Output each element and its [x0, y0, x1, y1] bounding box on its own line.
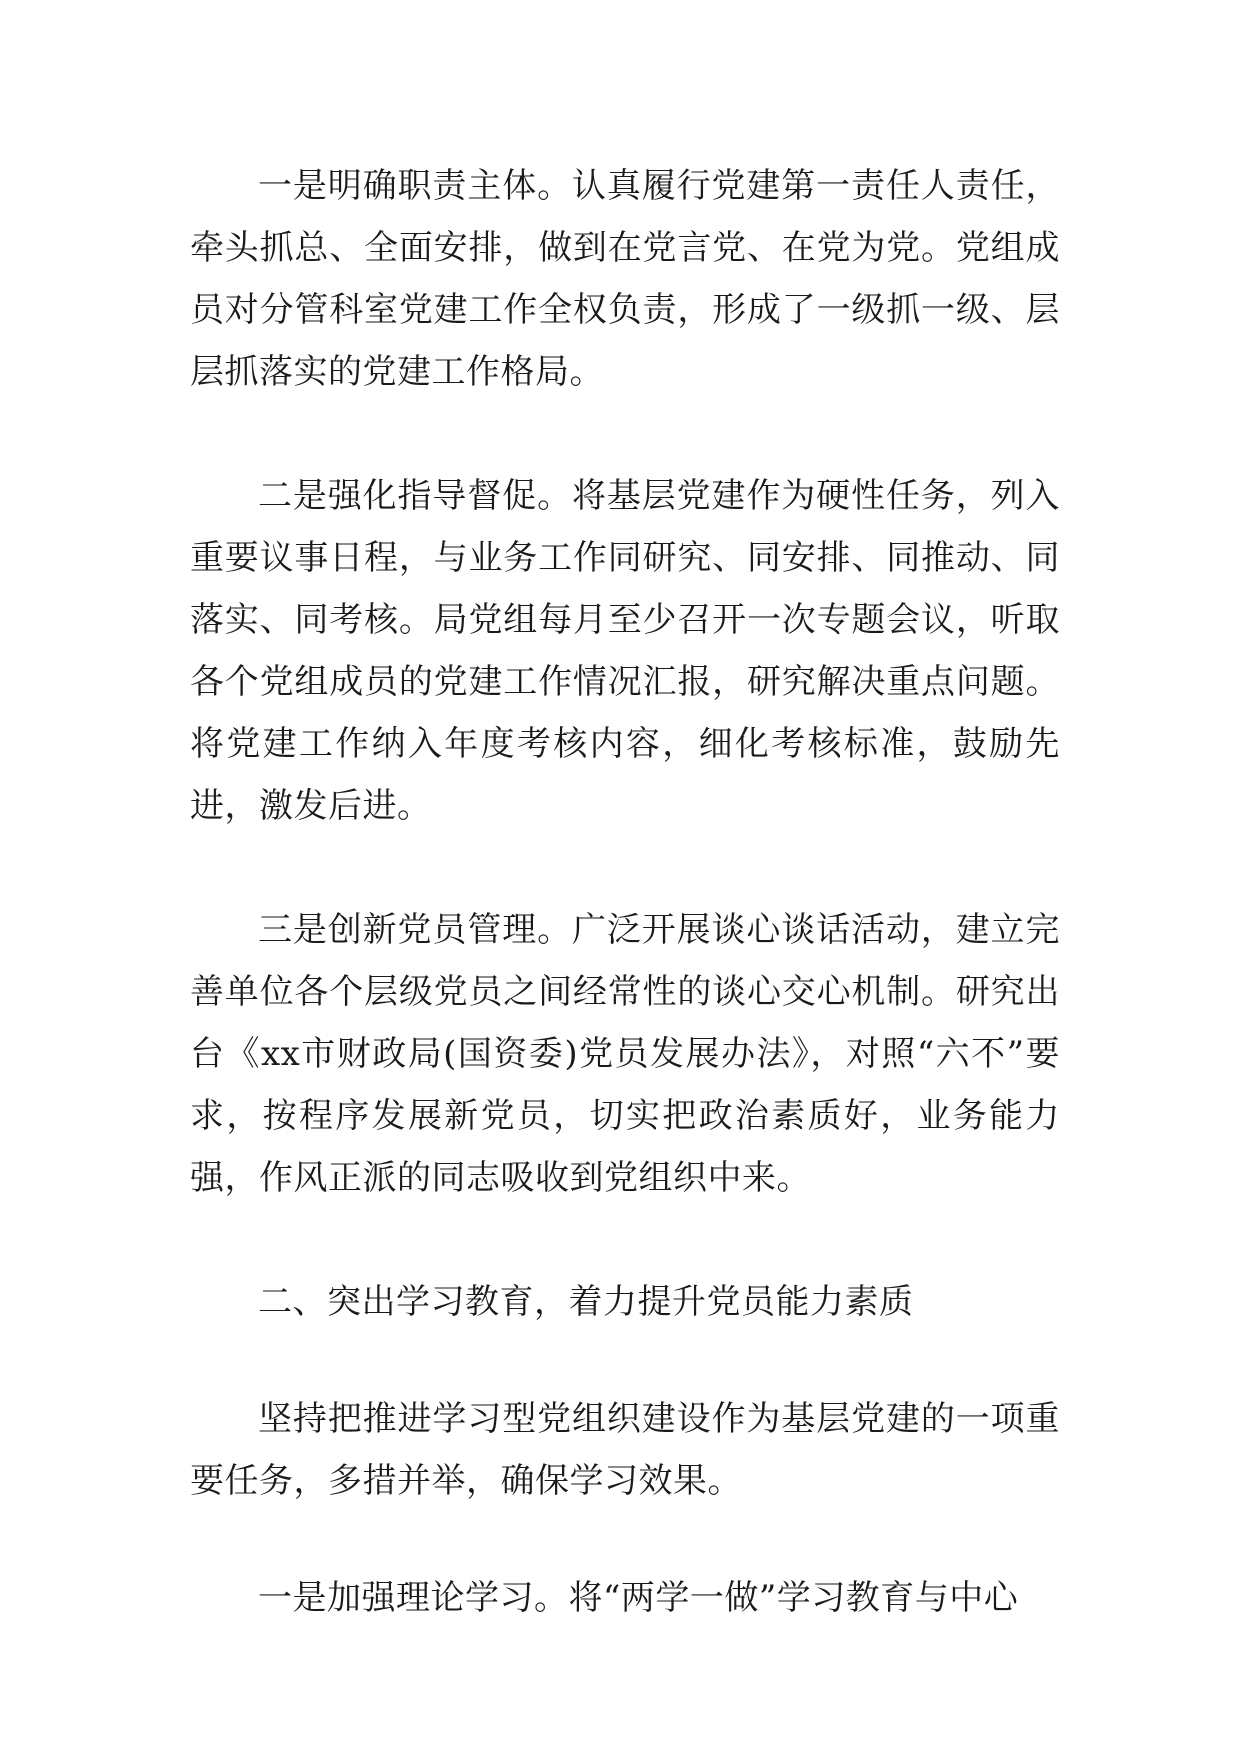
- paragraph-theory-study: 一是加强理论学习。将“两学一做”学习教育与中心: [258, 1578, 1019, 1618]
- document-body: [190, 155, 1060, 1629]
- section-heading-study-education: 二、突出学习教育，着力提升党员能力素质: [258, 1282, 914, 1322]
- paragraph-strengthen-guidance: 二是强化指导督促。将基层党建作为硬性任务，列入重要议事日程，与业务工作同研究、同安排、同推动、同落实、同考核。局党组每月至少召开一次专题会议，听取各个党组成员的党建工作情况汇报，研究解决重点问题。将党建工作纳入年度考核内容，细化考核标准，鼓励先进，激发后进。: [190, 476, 1060, 826]
- paragraph-learning-organization: 坚持把推进学习型党组织建设作为基层党建的一项重要任务，多措并举，确保学习效果。: [190, 1399, 1060, 1501]
- paragraph-innovate-member-management: 三是创新党员管理。广泛开展谈心谈话活动，建立完善单位各个层级党员之间经常性的谈心交心机制。研究出台《xx市财政局(国资委)党员发展办法》，对照“六不”要求，按程序发展新党员，切实把政治素质好，业务能力强，作风正派的同志吸收到党组织中来。: [190, 910, 1060, 1198]
- paragraph-clarify-responsibility: 一是明确职责主体。认真履行党建第一责任人责任，牵头抓总、全面安排，做到在党言党、在党为党。党组成员对分管科室党建工作全权负责，形成了一级抓一级、层层抓落实的党建工作格局。: [190, 166, 1060, 392]
